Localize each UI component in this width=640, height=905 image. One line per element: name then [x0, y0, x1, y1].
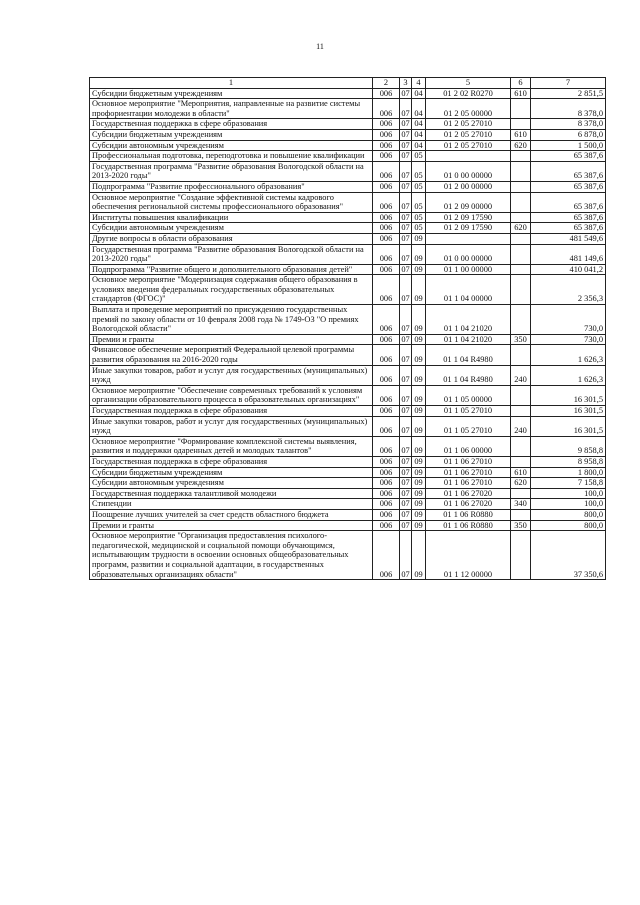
item-name: Поощрение лучших учителей за счет средств областного бюджета [90, 509, 373, 520]
table-row [90, 151, 606, 162]
subsection-code: 04 [412, 119, 426, 130]
subsection-code: 05 [412, 181, 426, 192]
section-code: 07 [401, 406, 410, 415]
section-code: 07 [401, 233, 410, 243]
subsection-code: 09 [412, 456, 426, 467]
grbs-code: 006 [373, 244, 400, 264]
amount: 65 387,6 [531, 223, 606, 234]
subsection-code: 09 [412, 531, 426, 580]
item-name: Основное мероприятие "Обеспечение современных требований к условиям организации образовательного процесса в образовательных организациях" [90, 385, 373, 405]
item-name: Государственная поддержка талантливой молодежи [90, 488, 373, 499]
item-name: Субсидии автономным учреждениям [90, 140, 373, 151]
target-article-code [426, 151, 511, 162]
amount: 9 858,8 [531, 436, 606, 456]
section-code: 07 [400, 385, 412, 405]
expense-type-code [511, 305, 531, 335]
grbs-code: 006 [373, 305, 400, 335]
grbs-code: 006 [373, 509, 400, 520]
target-article-code: 01 1 04 R4980 [426, 365, 511, 385]
item-name: Основное мероприятие "Создание эффективной системы кадрового обеспечения региональной системы профессионального образования" [90, 192, 373, 212]
expense-type-code [511, 509, 531, 520]
grbs-code: 006 [373, 488, 400, 499]
amount: 37 350,6 [531, 531, 606, 580]
table-row [90, 119, 606, 130]
target-article-code: 01 2 05 27010 [426, 140, 511, 151]
expense-type-code [511, 275, 531, 305]
grbs-code: 006 [373, 140, 400, 151]
table-row [90, 99, 606, 119]
target-article-code: 01 1 06 R0880 [426, 509, 511, 520]
amount: 7 158,8 [531, 478, 606, 489]
table-row [90, 499, 606, 510]
target-article-code: 01 0 00 00000 [426, 161, 511, 181]
header-cell: 3 [400, 78, 412, 89]
target-article-code: 01 1 06 27010 [426, 478, 511, 489]
amount: 800,0 [531, 509, 606, 520]
amount: 65 387,6 [531, 192, 606, 212]
target-article-code: 01 2 09 17590 [426, 223, 511, 234]
item-name: Субсидии бюджетным учреждениям [90, 467, 373, 478]
table-row [90, 192, 606, 212]
grbs-code: 006 [373, 212, 400, 223]
item-name: Субсидии автономным учреждениям [90, 223, 373, 234]
target-article-code: 01 2 05 00000 [426, 99, 511, 119]
section-code: 07 [400, 244, 412, 264]
section-code: 07 [401, 151, 410, 161]
grbs-code: 006 [373, 151, 400, 162]
subsection-code: 09 [412, 233, 426, 244]
amount: 6 878,0 [531, 129, 606, 140]
expense-type-code: 350 [511, 334, 531, 345]
target-article-code: 01 2 02 R0270 [426, 88, 511, 99]
amount: 1 500,0 [531, 140, 606, 151]
expense-type-code [511, 161, 531, 181]
amount: 65 387,6 [531, 181, 606, 192]
subsection-code: 09 [412, 334, 426, 345]
table-row [90, 88, 606, 99]
item-name: Другие вопросы в области образования [90, 233, 373, 244]
grbs-code: 006 [373, 181, 400, 192]
expense-type-code: 350 [511, 520, 531, 531]
expense-type-code [511, 456, 531, 467]
subsection-code: 09 [412, 406, 426, 417]
grbs-code: 006 [373, 436, 400, 456]
item-name: Премии и гранты [90, 520, 373, 531]
section-code: 07 [401, 509, 410, 519]
subsection-code: 09 [412, 488, 426, 499]
subsection-code: 05 [412, 192, 426, 212]
grbs-code: 006 [373, 416, 400, 436]
target-article-code: 01 2 09 17590 [426, 212, 511, 223]
grbs-code: 006 [373, 223, 400, 234]
subsection-code: 04 [412, 129, 426, 140]
section-code: 07 [401, 520, 410, 530]
expense-type-code [511, 264, 531, 275]
item-name: Основное мероприятие "Мероприятия, направленные на развитие системы профориентации молодежи в области" [90, 99, 373, 119]
item-name: Подпрограмма "Развитие профессионального образования" [90, 181, 373, 192]
subsection-code: 05 [412, 151, 426, 162]
grbs-code: 006 [373, 334, 400, 345]
item-name: Субсидии бюджетным учреждениям [90, 88, 373, 99]
item-name: Субсидии автономным учреждениям [90, 478, 373, 489]
table-row [90, 212, 606, 223]
section-code: 07 [400, 275, 412, 305]
amount: 481 149,6 [531, 244, 606, 264]
section-code: 07 [401, 119, 410, 129]
section-code: 07 [400, 305, 412, 335]
table-header-row [90, 78, 606, 89]
amount: 100,0 [531, 499, 606, 510]
header-cell: 4 [412, 78, 426, 89]
amount: 2 851,5 [531, 88, 606, 99]
subsection-code: 09 [412, 365, 426, 385]
subsection-code: 05 [412, 212, 426, 223]
table-row [90, 129, 606, 140]
expense-type-code [511, 151, 531, 162]
grbs-code: 006 [373, 192, 400, 212]
subsection-code: 09 [412, 305, 426, 335]
amount: 730,0 [531, 305, 606, 335]
item-name: Субсидии бюджетным учреждениям [90, 129, 373, 140]
table-row [90, 161, 606, 181]
target-article-code: 01 1 05 27010 [426, 406, 511, 417]
section-code: 07 [400, 345, 412, 365]
subsection-code: 09 [412, 520, 426, 531]
target-article-code: 01 1 04 00000 [426, 275, 511, 305]
expense-type-code [511, 244, 531, 264]
table-row [90, 223, 606, 234]
table-row [90, 233, 606, 244]
page-number: 11 [316, 42, 324, 51]
table-row [90, 305, 606, 335]
subsection-code: 09 [412, 416, 426, 436]
section-code: 07 [400, 436, 412, 456]
subsection-code: 09 [412, 436, 426, 456]
expense-type-code [511, 99, 531, 119]
target-article-code: 01 1 06 00000 [426, 436, 511, 456]
grbs-code: 006 [373, 406, 400, 417]
amount: 410 041,2 [531, 264, 606, 275]
item-name: Стипендии [90, 499, 373, 510]
table-row [90, 488, 606, 499]
item-name: Выплата и проведение мероприятий по присуждению государственных премий по закону области от 10 февраля 2008 года № 1749-ОЗ "О премиях Вологодской области" [90, 305, 373, 335]
target-article-code: 01 1 05 27010 [426, 416, 511, 436]
item-name: Государственная поддержка в сфере образования [90, 119, 373, 130]
item-name: Профессиональная подготовка, переподготовка и повышение квалификации [90, 151, 373, 162]
table-row [90, 467, 606, 478]
table-row [90, 181, 606, 192]
target-article-code: 01 1 06 27020 [426, 488, 511, 499]
section-code: 07 [400, 365, 412, 385]
grbs-code: 006 [373, 478, 400, 489]
grbs-code: 006 [373, 345, 400, 365]
subsection-code: 04 [412, 140, 426, 151]
section-code: 07 [401, 212, 410, 222]
expense-type-code [511, 192, 531, 212]
section-code: 07 [401, 488, 410, 498]
section-code: 07 [401, 334, 410, 344]
target-article-code: 01 2 05 27010 [426, 119, 511, 130]
grbs-code: 006 [373, 161, 400, 181]
header-cell: 7 [531, 78, 606, 89]
table-row [90, 385, 606, 405]
item-name: Институты повышения квалификации [90, 212, 373, 223]
expense-type-code [511, 181, 531, 192]
table-row [90, 244, 606, 264]
section-code: 07 [401, 88, 410, 98]
item-name: Государственная программа "Развитие образования Вологодской области на 2013-2020 годы" [90, 161, 373, 181]
section-code: 07 [400, 192, 412, 212]
amount: 8 378,0 [531, 99, 606, 119]
subsection-code: 09 [412, 478, 426, 489]
item-name: Подпрограмма "Развитие общего и дополнительного образования детей" [90, 264, 373, 275]
expense-type-code [511, 436, 531, 456]
subsection-code: 09 [412, 345, 426, 365]
grbs-code: 006 [373, 467, 400, 478]
amount: 800,0 [531, 520, 606, 531]
subsection-code: 05 [412, 223, 426, 234]
subsection-code: 09 [412, 264, 426, 275]
header-cell: 2 [373, 78, 400, 89]
item-name: Основное мероприятие "Формирование комплексной системы выявления, развития и поддержки одаренных детей и молодых талантов" [90, 436, 373, 456]
target-article-code [426, 233, 511, 244]
table-row [90, 275, 606, 305]
target-article-code: 01 1 06 R0880 [426, 520, 511, 531]
expense-type-code: 610 [511, 88, 531, 99]
item-name: Государственная программа "Развитие образования Вологодской области на 2013-2020 годы" [90, 244, 373, 264]
expense-type-code: 240 [511, 416, 531, 436]
subsection-code: 05 [412, 161, 426, 181]
subsection-code: 09 [412, 275, 426, 305]
table-row [90, 416, 606, 436]
grbs-code: 006 [373, 456, 400, 467]
grbs-code: 006 [373, 531, 400, 580]
amount: 8 378,0 [531, 119, 606, 130]
section-code: 07 [401, 129, 410, 139]
expense-type-code: 240 [511, 365, 531, 385]
target-article-code: 01 1 06 27020 [426, 499, 511, 510]
subsection-code: 04 [412, 88, 426, 99]
amount: 16 301,5 [531, 416, 606, 436]
table-row [90, 365, 606, 385]
amount: 100,0 [531, 488, 606, 499]
section-code: 07 [401, 478, 410, 488]
section-code: 07 [401, 456, 410, 466]
amount: 1 626,3 [531, 365, 606, 385]
target-article-code: 01 1 04 21020 [426, 334, 511, 345]
target-article-code: 01 1 06 27010 [426, 456, 511, 467]
expense-type-code: 610 [511, 467, 531, 478]
target-article-code: 01 0 00 00000 [426, 244, 511, 264]
item-name: Государственная поддержка в сфере образования [90, 406, 373, 417]
table-row [90, 478, 606, 489]
item-name: Иные закупки товаров, работ и услуг для государственных (муниципальных) нужд [90, 365, 373, 385]
table-row [90, 140, 606, 151]
table-row [90, 520, 606, 531]
section-code: 07 [400, 99, 412, 119]
subsection-code: 09 [412, 499, 426, 510]
amount: 8 958,8 [531, 456, 606, 467]
amount: 481 549,6 [531, 233, 606, 244]
table-row [90, 406, 606, 417]
target-article-code: 01 1 04 R4980 [426, 345, 511, 365]
section-code: 07 [400, 161, 412, 181]
subsection-code: 09 [412, 385, 426, 405]
subsection-code: 04 [412, 99, 426, 119]
grbs-code: 006 [373, 385, 400, 405]
grbs-code: 006 [373, 88, 400, 99]
header-cell: 1 [90, 78, 373, 89]
grbs-code: 006 [373, 275, 400, 305]
section-code: 07 [401, 223, 410, 233]
section-code: 07 [401, 181, 410, 191]
item-name: Иные закупки товаров, работ и услуг для государственных (муниципальных) нужд [90, 416, 373, 436]
expense-type-code [511, 531, 531, 580]
grbs-code: 006 [373, 365, 400, 385]
expense-type-code [511, 488, 531, 499]
grbs-code: 006 [373, 233, 400, 244]
table-row [90, 456, 606, 467]
section-code: 07 [401, 467, 410, 477]
target-article-code: 01 2 05 27010 [426, 129, 511, 140]
expense-type-code: 620 [511, 223, 531, 234]
amount: 1 800,0 [531, 467, 606, 478]
table-row [90, 509, 606, 520]
section-code: 07 [400, 531, 412, 580]
target-article-code: 01 1 06 27010 [426, 467, 511, 478]
expense-type-code [511, 119, 531, 130]
subsection-code: 09 [412, 509, 426, 520]
item-name: Финансовое обеспечение мероприятий Федеральной целевой программы развития образования на 2016-2020 годы [90, 345, 373, 365]
target-article-code: 01 1 00 00000 [426, 264, 511, 275]
grbs-code: 006 [373, 264, 400, 275]
expense-type-code: 610 [511, 129, 531, 140]
item-name: Государственная поддержка в сфере образования [90, 456, 373, 467]
section-code: 07 [400, 416, 412, 436]
expense-type-code [511, 212, 531, 223]
table-row [90, 436, 606, 456]
item-name: Основное мероприятие "Модернизация содержания общего образования в условиях введения федеральных государственных образовательных стандартов (ФГОС)" [90, 275, 373, 305]
table-row [90, 345, 606, 365]
target-article-code: 01 2 00 00000 [426, 181, 511, 192]
item-name: Премии и гранты [90, 334, 373, 345]
grbs-code: 006 [373, 119, 400, 130]
amount: 16 301,5 [531, 406, 606, 417]
expense-type-code: 620 [511, 478, 531, 489]
grbs-code: 006 [373, 99, 400, 119]
section-code: 07 [401, 264, 410, 274]
amount: 2 356,3 [531, 275, 606, 305]
table-row [90, 264, 606, 275]
amount: 65 387,6 [531, 151, 606, 162]
table-row [90, 531, 606, 580]
header-cell: 5 [426, 78, 511, 89]
amount: 65 387,6 [531, 212, 606, 223]
expense-type-code [511, 233, 531, 244]
header-cell: 6 [511, 78, 531, 89]
grbs-code: 006 [373, 499, 400, 510]
target-article-code: 01 1 05 00000 [426, 385, 511, 405]
target-article-code: 01 1 04 21020 [426, 305, 511, 335]
expense-type-code: 620 [511, 140, 531, 151]
target-article-code: 01 2 09 00000 [426, 192, 511, 212]
item-name: Основное мероприятие "Организация предоставления психолого-педагогической, медицинской и социальной помощи обучающимся, испытывающим трудности в освоении основных общеобразовательных программ, развитии и социальной адаптации, в государственных образовательных организациях области" [90, 531, 373, 580]
grbs-code: 006 [373, 129, 400, 140]
grbs-code: 006 [373, 520, 400, 531]
table-row [90, 334, 606, 345]
subsection-code: 09 [412, 244, 426, 264]
section-code: 07 [401, 499, 410, 509]
expense-type-code [511, 406, 531, 417]
expense-type-code [511, 345, 531, 365]
section-code: 07 [401, 140, 410, 150]
budget-table [89, 77, 606, 580]
amount: 16 301,5 [531, 385, 606, 405]
amount: 1 626,3 [531, 345, 606, 365]
expense-type-code [511, 385, 531, 405]
subsection-code: 09 [412, 467, 426, 478]
amount: 730,0 [531, 334, 606, 345]
target-article-code: 01 1 12 00000 [426, 531, 511, 580]
amount: 65 387,6 [531, 161, 606, 181]
expense-type-code: 340 [511, 499, 531, 510]
